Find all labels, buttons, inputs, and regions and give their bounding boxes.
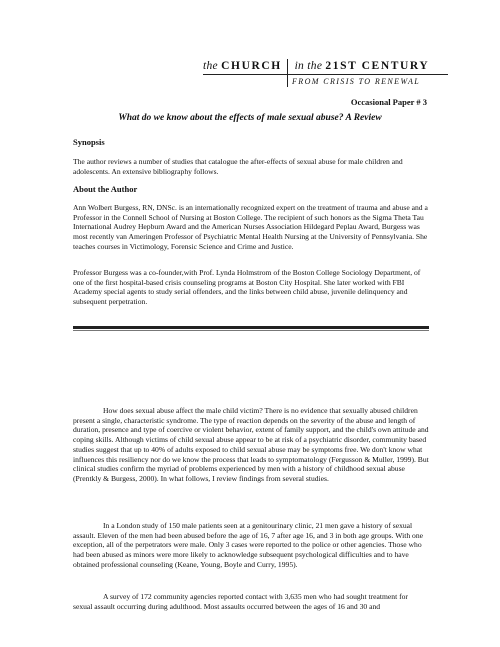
section-divider-thin	[73, 330, 429, 331]
paper-number: Occasional Paper # 3	[350, 97, 427, 107]
body-paragraph-3: A survey of 172 community agencies reported contact with 3,635 men who had sought treatment for sexual assault occurring during adulthood. Most assaults occurred between the ages of 16 and 30 and	[73, 592, 408, 611]
body-paragraph-2: In a London study of 150 male patients seen at a genitourinary clinic, 21 men gave a history of sexual assault. Eleven of the men had been abused before the age of 16, 7 after age 16, and 3 in both age groups. With one exception, all of the perpetrators were male. Only 3 cases were reported to the police or other agencies. Those who had been abused as minors were more likely to acknowledge subsequent psychological difficulties and to have obtained professional counseling (Keane, Young, Boyle and Curry, 1995).	[73, 521, 424, 569]
document-title: What do we know about the effects of male sexual abuse? A Review	[118, 113, 382, 123]
synopsis-text: The author reviews a number of studies that catalogue the after-effects of sexual abuse for male children and adolescents. An extensive bibliography follows.	[73, 157, 403, 176]
logo-tagline: FROM CRISIS TO RENEWAL	[292, 77, 421, 86]
logo-in-the: in the	[294, 60, 323, 72]
logo	[203, 60, 448, 94]
synopsis-heading: Synopsis	[73, 137, 105, 147]
body-paragraph-1: How does sexual abuse affect the male child victim? There is no evidence that sexually abused children present a single, characteristic syndrome. The type of reaction depends on the severity of the abuse and length of duration, presence and type of coercive or violent behavior, extent of family support, and the child's own attitude and coping skills. Although victims of child sexual abuse appear to be at risk of a psychiatric disorder, community based studies suggest that up to 40% of adults exposed to child sexual abuse may be symptoms free. We don't know what influences this resiliency nor do we know the process that leads to symptomatology (Fergusson & Muller, 1999). But clinical studies confirm the myriad of problems experienced by men with a history of childhood sexual abuse (Prentkly & Burgess, 2000). In what follows, I review findings from several studies.	[73, 406, 429, 483]
section-divider	[73, 326, 429, 329]
about-paragraph-1: Ann Wolbert Burgess, RN, DNSc. is an internationally recognized expert on the treatment of trauma and abuse and a Professor in the Connell School of Nursing at Boston College. The recipient of such honors as the Sigma Theta Tau International Audrey Hepburn Award and the American Nurses Association Hildegard Peplau Award, Burgess was most recently van Ameringen Professor of Psychiatric Mental Health Nursing at the University of Pennsylvania. She teaches courses in Victimology, Forensic Science and Crime and Justice.	[73, 203, 428, 251]
about-heading: About the Author	[73, 184, 138, 194]
logo-vertical-divider	[287, 59, 288, 87]
logo-title	[203, 60, 429, 72]
logo-century: 21ST CENTURY	[325, 60, 430, 72]
logo-prefix: the	[203, 60, 218, 72]
logo-church: CHURCH	[221, 60, 282, 72]
about-paragraph-2: Professor Burgess was a co-founder,with Prof. Lynda Holmstrom of the Boston College Sociology Department, of one of the first hospital-based crisis counseling programs at Boston City Hospital. She later worked with FBI Academy special agents to study serial offenders, and the links between child abuse, juvenile delinquency and subsequent perpetration.	[73, 268, 421, 307]
logo-horizontal-divider	[203, 74, 448, 75]
